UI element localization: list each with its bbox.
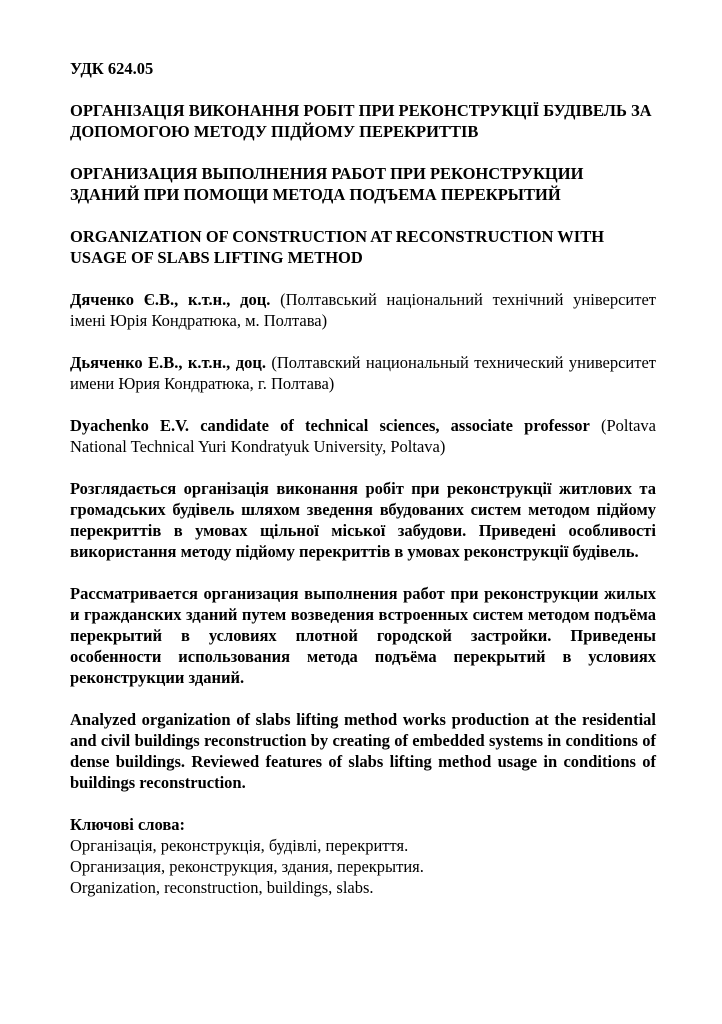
author-russian-name: Дьяченко Е.В., к.т.н., доц. [70, 353, 266, 372]
author-english-name: Dyachenko E.V. candidate of technical sciences, associate professor [70, 416, 590, 435]
author-ukrainian-name: Дяченко Є.В., к.т.н., доц. [70, 290, 271, 309]
keywords-english: Organization, reconstruction, buildings, slabs. [70, 878, 374, 897]
title-ukrainian: ОРГАНІЗАЦІЯ ВИКОНАННЯ РОБІТ ПРИ РЕКОНСТРУКЦІЇ БУДІВЕЛЬ ЗА ДОПОМОГОЮ МЕТОДУ ПІДЙОМУ ПЕРЕКРИТТІВ [70, 101, 652, 141]
author-ukrainian-affiliation: (Полтавський національний технічний університет імені Юрія Кондратюка, м. Полтава) [70, 290, 656, 330]
author-english [70, 415, 656, 457]
author-ukrainian [70, 289, 656, 331]
author-english-affiliation: (Poltava National Technical Yuri Kondratyuk University, Poltava) [70, 416, 656, 456]
title-english: ORGANIZATION OF CONSTRUCTION AT RECONSTRUCTION WITH USAGE OF SLABS LIFTING METHOD [70, 227, 605, 267]
keywords-ukrainian: Організація, реконструкція, будівлі, перекриття. [70, 836, 409, 855]
udc-number: УДК 624.05 [70, 59, 154, 78]
abstract-russian: Рассматривается организация выполнения работ при реконструкции жилых и гражданских зданий путем возведения встроенных систем методом подъёма перекрытий в условиях плотной городской застройки. Приведены особенности использования метода подъёма перекрытий в условиях реконструкции зданий. [70, 584, 656, 687]
abstract-english: Analyzed organization of slabs lifting method works production at the residential and civil buildings reconstruction by creating of embedded systems in conditions of dense buildings. Reviewed features of slabs lifting method usage in conditions of buildings reconstruction. [70, 710, 656, 792]
keywords-block [70, 814, 656, 898]
abstract-ukrainian: Розглядається організація виконання робіт при реконструкції житлових та громадських будівель шляхом зведення вбудованих систем методом підйому перекриттів в умовах щільної міської забудови. Приведені особливості використання методу підйому перекриттів в умовах реконструкції будівель. [70, 479, 656, 561]
keywords-label: Ключові слова: [70, 815, 186, 834]
author-russian [70, 352, 656, 394]
keywords-russian: Организация, реконструкция, здания, перекрытия. [70, 857, 424, 876]
author-russian-affiliation: (Полтавский национальный технический университет имени Юрия Кондратюка, г. Полтава) [70, 353, 657, 393]
title-russian: ОРГАНИЗАЦИЯ ВЫПОЛНЕНИЯ РАБОТ ПРИ РЕКОНСТРУКЦИИ ЗДАНИЙ ПРИ ПОМОЩИ МЕТОДА ПОДЪЕМА ПЕРЕКРЫТИЙ [70, 164, 584, 204]
